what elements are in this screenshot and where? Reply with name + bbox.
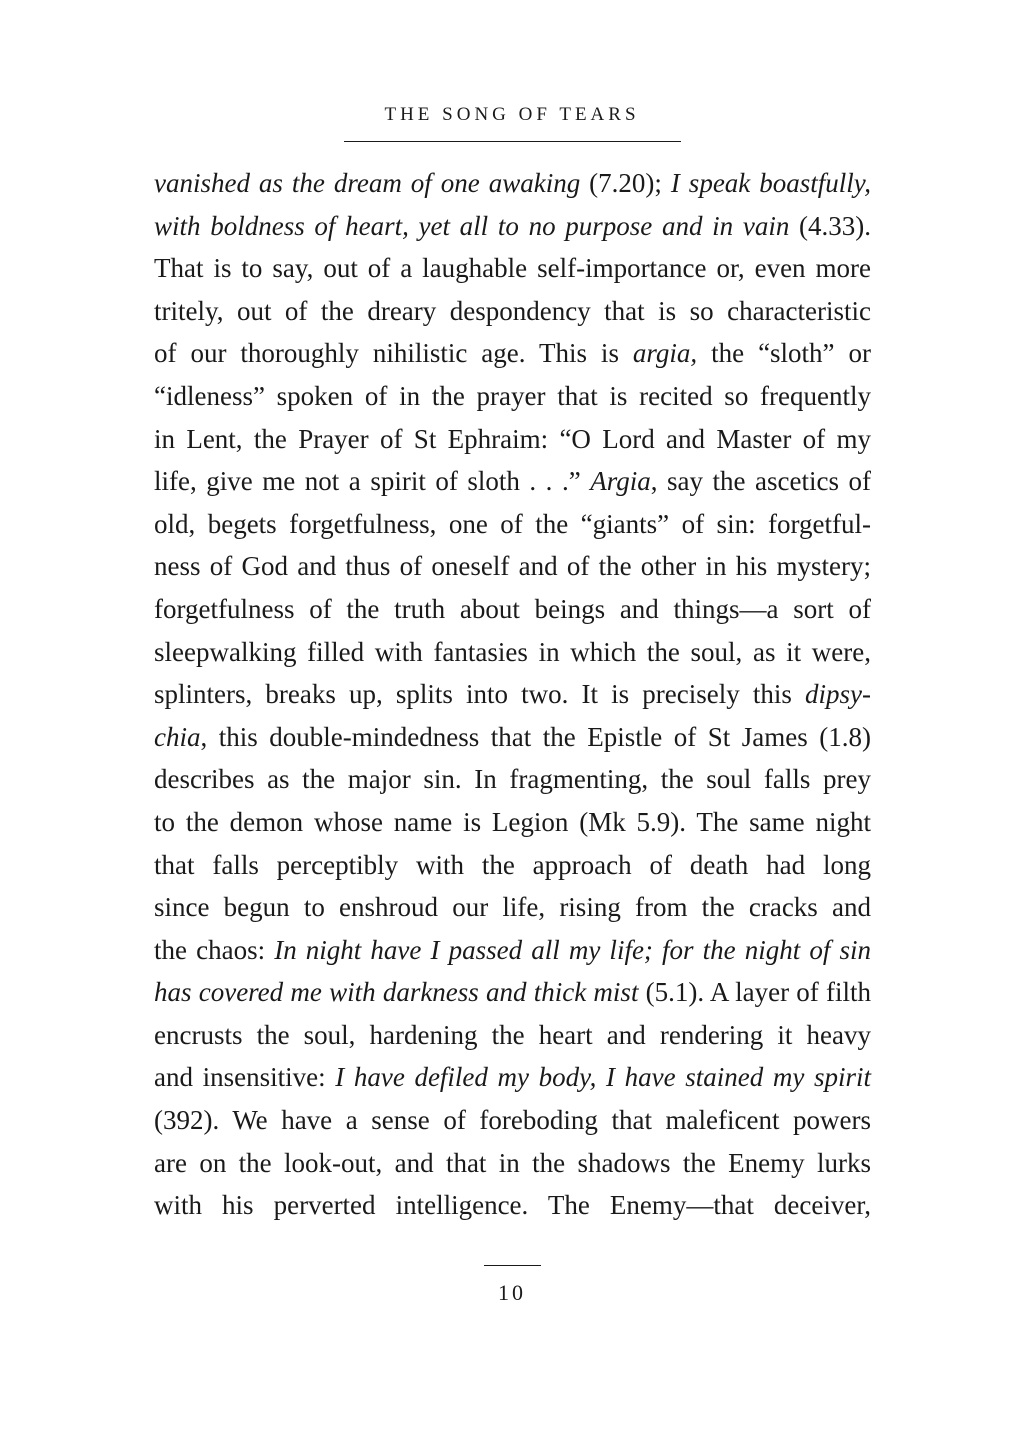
italic-quote: I have defiled my body, I have stained my spirit bbox=[335, 1062, 871, 1093]
page-number: 10 bbox=[498, 1280, 526, 1305]
body-text bbox=[154, 162, 871, 1227]
text-line bbox=[154, 1014, 871, 1057]
text-run: the chaos: bbox=[154, 934, 275, 965]
text-line bbox=[154, 1099, 871, 1142]
italic-quote: Argia bbox=[590, 466, 651, 497]
text-run: old, begets forgetfulness, one of the “giants” of sin: forgetful- bbox=[154, 508, 871, 539]
text-line bbox=[154, 886, 871, 929]
text-line bbox=[154, 332, 871, 375]
text-run: that falls perceptibly with the approach of death had long bbox=[154, 849, 871, 880]
text-run: encrusts the soul, hardening the heart and rendering it heavy bbox=[154, 1019, 871, 1050]
text-run: forgetfulness of the truth about beings and things—a sort of bbox=[154, 593, 871, 624]
text-run: and insensitive: bbox=[154, 1062, 336, 1093]
text-run: (392). We have a sense of foreboding that maleficent powers bbox=[154, 1105, 871, 1136]
text-line bbox=[154, 971, 871, 1014]
text-run: tritely, out of the dreary despondency that is so characteristic bbox=[154, 295, 871, 326]
italic-quote: argia, bbox=[632, 338, 698, 369]
italic-quote: vanished as the dream of one awaking bbox=[154, 168, 581, 198]
text-line bbox=[154, 247, 871, 290]
text-line bbox=[154, 716, 871, 759]
text-run: in Lent, the Prayer of St Ephraim: “O Lord and Master of my bbox=[154, 423, 871, 454]
text-run: life, give me not a spirit of sloth . . .” bbox=[154, 466, 591, 497]
text-run: splinters, breaks up, splits into two. It is precisely this bbox=[154, 679, 806, 710]
text-line bbox=[154, 375, 871, 418]
text-line bbox=[154, 545, 871, 588]
text-line bbox=[154, 162, 871, 205]
italic-quote: dipsy- bbox=[805, 679, 871, 710]
text-line bbox=[154, 205, 871, 248]
text-run: with his perverted intelligence. The Enemy—that deceiver, bbox=[154, 1190, 871, 1221]
text-line bbox=[154, 503, 871, 546]
text-line bbox=[154, 1142, 871, 1185]
text-run: (4.33). bbox=[789, 210, 872, 241]
italic-quote: has covered me with darkness and thick mist bbox=[154, 977, 639, 1008]
text-run: the “sloth” or bbox=[697, 338, 871, 369]
text-line bbox=[154, 1184, 871, 1227]
text-run: “idleness” spoken of in the prayer that is recited so frequently bbox=[154, 380, 871, 411]
text-run: , this double-mindedness that the Epistle of St James (1.8) bbox=[200, 721, 871, 752]
text-line bbox=[154, 929, 871, 972]
text-run: That is to say, out of a laughable self-importance or, even more bbox=[154, 253, 871, 284]
text-line bbox=[154, 290, 871, 333]
italic-quote: with boldness of heart, yet all to no purpose and in vain bbox=[154, 210, 790, 241]
text-run: are on the look-out, and that in the shadows the Enemy lurks bbox=[154, 1147, 871, 1178]
running-head: THE SONG OF TEARS bbox=[384, 104, 640, 125]
text-line bbox=[154, 588, 871, 631]
footer-rule bbox=[484, 1265, 541, 1266]
text-run: ness of God and thus of oneself and of the other in his mystery; bbox=[154, 551, 871, 582]
text-line bbox=[154, 801, 871, 844]
text-line bbox=[154, 758, 871, 801]
italic-quote: In night have I passed all my life; for the night of sin bbox=[274, 934, 871, 965]
text-run: describes as the major sin. In fragmenting, the soul falls prey bbox=[154, 764, 871, 795]
text-run: sleepwalking filled with fantasies in which the soul, as it were, bbox=[154, 636, 871, 667]
text-run: , say the ascetics of bbox=[650, 466, 871, 497]
text-line bbox=[154, 460, 871, 503]
text-run: since begun to enshroud our life, rising from the cracks and bbox=[154, 892, 871, 923]
text-run: to the demon whose name is Legion (Mk 5.9). The same night bbox=[154, 806, 871, 837]
italic-quote: I speak boastfully, bbox=[670, 168, 872, 198]
text-run: of our thoroughly nihilistic age. This is bbox=[154, 338, 633, 369]
text-line bbox=[154, 844, 871, 887]
text-run: (7.20); bbox=[580, 168, 671, 198]
text-line bbox=[154, 418, 871, 461]
text-line bbox=[154, 631, 871, 674]
italic-quote: chia bbox=[154, 721, 201, 752]
header-rule bbox=[344, 141, 681, 142]
text-run: (5.1). A layer of filth bbox=[638, 977, 871, 1008]
text-line bbox=[154, 673, 871, 716]
text-line bbox=[154, 1056, 871, 1099]
